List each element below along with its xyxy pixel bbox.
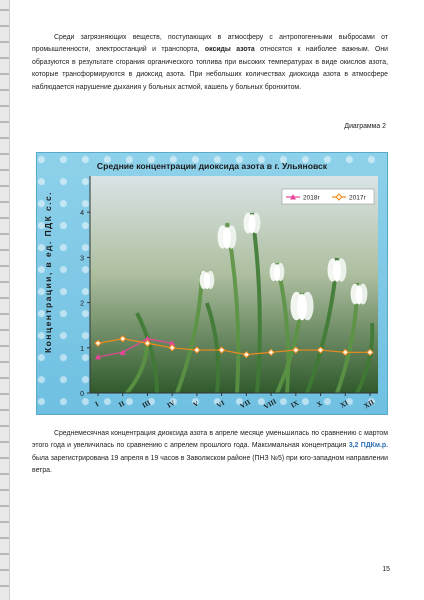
y-tick-label: 1 [80, 345, 84, 353]
chart-svg [37, 153, 389, 416]
x-tick-label: IV [165, 398, 177, 410]
chart-frame [36, 152, 388, 415]
x-tick-label: I [93, 400, 101, 409]
summary-text-2: была зарегистрирована 19 апреля в 19 часов в Заволжском районе (ПНЗ №5) при юго-западном направлении ветра. [32, 454, 388, 475]
photo-petal [333, 260, 341, 282]
chart-ylabel: Концентрации, в ед. ПДК с.с. [43, 191, 53, 353]
x-tick-label: X [315, 399, 324, 409]
diagram-label: Диаграмма 2 [344, 123, 386, 130]
x-tick-label: XII [362, 398, 376, 411]
photo-petal [248, 214, 255, 233]
photo-petal [274, 264, 280, 281]
x-tick-label: VIII [262, 397, 278, 412]
summary-text-1: Среднемесячная концентрация диоксида азота в апреле месяце уменьшилась по сравнению с мартом этого года и увеличилась по сравнению с апрелем прошлого года. Максимальная концентрация [32, 430, 388, 450]
legend-label: 2018г [303, 194, 320, 202]
intro-text-1: Среди загрязняющих веществ, поступающих в атмосферу с антропогенными выбросами от промышленности, электростанций и транспорта, [32, 34, 388, 54]
photo-petal [223, 227, 231, 249]
photo-petal [355, 285, 362, 304]
intro-paragraph [32, 32, 388, 94]
photo-petal [204, 272, 210, 289]
summary-highlight: 3,2 ПДКм.р. [348, 442, 389, 450]
x-tick-label: II [117, 399, 127, 410]
x-tick-label: VI [215, 398, 227, 410]
y-tick-label: 2 [80, 300, 84, 308]
x-tick-label: XI [338, 398, 350, 410]
legend-label: 2017г [349, 194, 366, 202]
photo-petal [297, 294, 307, 320]
x-tick-label: V [191, 399, 201, 409]
intro-text-2: относятся к наиболее важным. Они образуются в результате сгорания органического топлива при высоких температурах в виде окислов азота, которые трансформируются в диоксид азота. При небольших количествах диоксида азота в атмосфере наблюдается нарушение дыхания у больных астмой, кашель у больных бронхитом. [32, 46, 388, 91]
intro-highlight: оксиды азота [204, 46, 255, 54]
y-tick-label: 4 [80, 210, 84, 218]
x-tick-label: VII [238, 398, 252, 411]
y-tick-label: 3 [80, 255, 84, 263]
y-tick-label: 0 [80, 391, 84, 398]
x-tick-label: III [140, 398, 152, 410]
summary-paragraph [32, 428, 388, 478]
binding-spine [0, 0, 10, 600]
x-tick-label: IX [289, 398, 301, 410]
page-number: 15 [382, 566, 390, 573]
chart-title: Средние концентрации диоксида азота в г. Ульяновск [96, 161, 328, 171]
